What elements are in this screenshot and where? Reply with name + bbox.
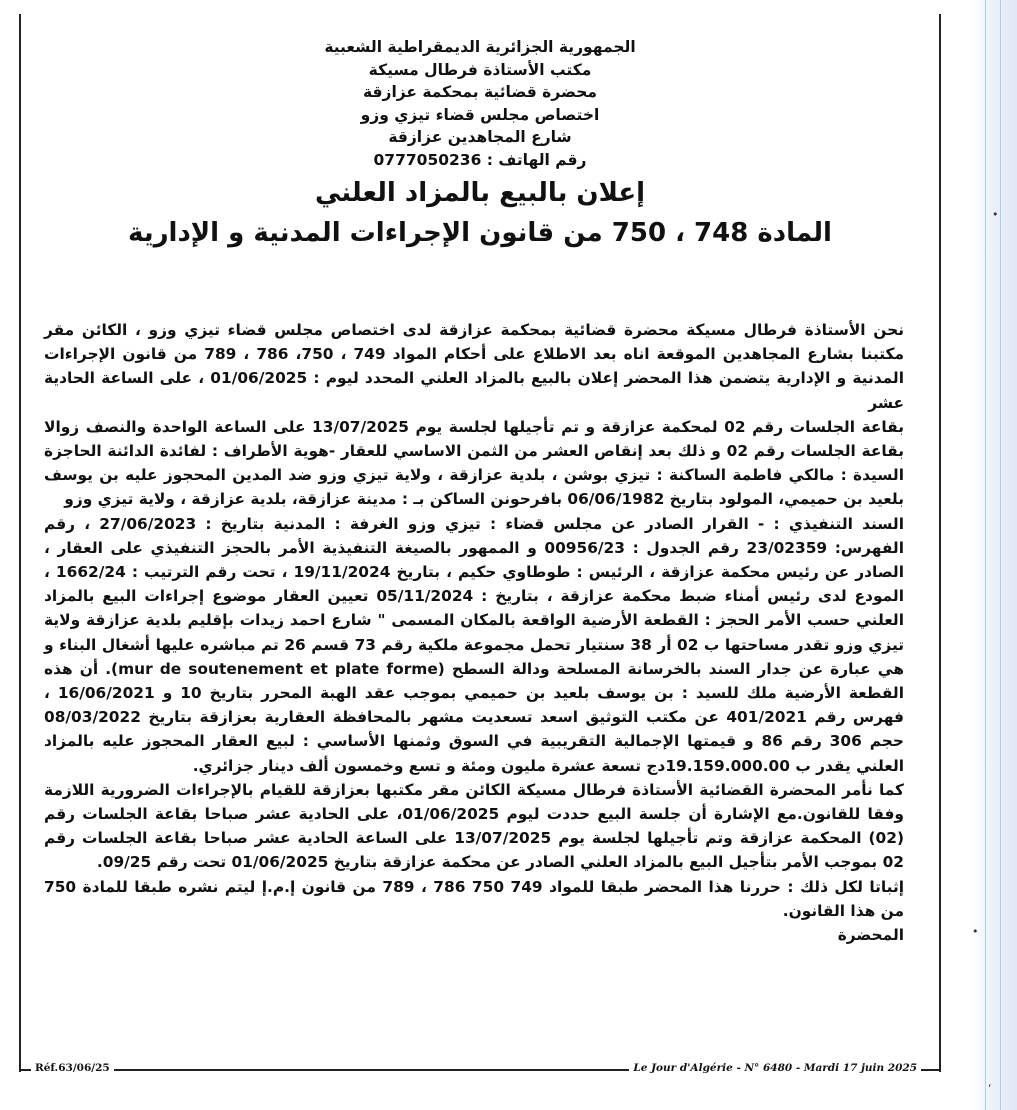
header-line: شارع المجاهدين عزازقة [388,128,572,146]
body-paragraph: السند التنفيذي : - القرار الصادر عن مجلس قضاء : تيزي وزو الغرفة : المدنية بتاريخ : 27/06/2023 ، رقم الفهرس: 23/02359 رقم الجدول : 00956/23 و الممهور بالصيغة التنفيذية الأمر بالحجز التنفيذي على العقار ، الصادر عن رئيس محكمة عزازقة ، الرئيس : طوطاوي حكيم ، بتاريخ 19/11/2024 ، تحت رقم الترتيب : 1662/24 ، المودع لدى رئيس أمناء ضبط محكمة عزازقة ، بتاريخ : 05/11/2024 تعيين العقار موضوع إجراءات البيع بالمزاد العلني حسب الأمر الحجز : القطعة الأرضية الواقعة بالمكان المسمى " شارع احمد زيدات بإقليم بلدية عزازقة ولاية تيزي وزو تقدر مساحتها ب 02 أر 38 سنتيار تحمل مجموعة ملكية رقم 73 قسم 26 تم مباشره عليها أشغال البناء و هي عبارة عن جدار السند بالخرسانة المسلحة ودالة السطح (mur de soutenement et plate forme). أن هذه القطعة الأرضية ملك للسيد : بن يوسف بلعيد بن حميمي بموجب عقد الهبة المحرر بتاريخ 10 و 16/06/2021 ، فهرس رقم 401/2021 عن مكتب التوثيق اسعد تسعديت مشهر بالمحافظة العقارية بعزازقة بتاريخ 08/03/2022 حجم 306 رقم 86 و قيمتها الإجمالية التقريبية في السوق وثمنها الأساسي : لبيع العقار المحجوز عليه بالمزاد العلني يقدر ب 19.159.000.00دج تسعة عشرة مليون ومئة و تسع وخمسون ألف دينار جزائري. [44,514,905,775]
scan-dot: • [972,925,979,938]
body-paragraph: نحن الأستاذة فرطال مسيكة محضرة قضائية بمحكمة عزازقة لدى اختصاص مجلس قضاء تيزي وزو ، الكائن مقر مكتبنا بشارع المجاهدين الموقعة اناه بعد الاطلاع على أحكام المواد 749 ، 750، 786 ، 789 من قانون الإجراءات المدنية و الإدارية يتضمن هذا المحضر إعلان بالبيع بالمزاد العلني المحدد ليوم : 01/06/2025 ، على الساعة الحادية عشر [44,321,904,412]
header-line: محضرة قضائية بمحكمة عزازقة [362,83,597,101]
scan-edge [971,0,1017,1110]
scan-dot: , [988,1076,992,1089]
reference-number: Réf.63/06/25 [31,1062,114,1074]
notice-header [40,36,920,253]
notice-subtitle: المادة 748 ، 750 من قانون الإجراءات المدنية و الإدارية [128,218,832,248]
publication-info: Le Jour d'Algérie - N° 6480 - Mardi 17 juin 2025 [629,1062,921,1074]
header-line: مكتب الأستاذة فرطال مسيكة [368,60,592,79]
header-line: اختصاص مجلس قضاء تيزي وزو [360,105,600,124]
scan-line [1000,0,1001,1110]
scan-dot: • [992,208,999,221]
notice-title: إعلان بالبيع بالمزاد العلني [314,178,646,208]
header-line: رقم الهاتف : 0777050236 [373,150,587,169]
header-line: الجمهورية الجزائرية الديمقراطية الشعبية [324,38,636,56]
body-paragraph: إثباتا لكل ذلك : حررنا هذا المحضر طبقا للمواد 749 750 786 ، 789 من قانون إ.م.إ ليتم نشره طبقا للمادة 750 من هذا القانون. [44,877,905,920]
body-paragraph: كما نأمر المحضرة القضائية الأستاذة فرطال مسيكة الكائن مقر مكتبها بعزازقة للقيام بالإجراءات الضرورية اللازمة وفقا للقانون.مع الإشارة أن جلسة البيع حددت ليوم 01/06/2025، على الحادية عشر صباحا بقاعة الجلسات رقم (02) المحكمة عزازقة وتم تأجيلها لجلسة يوم 13/07/2025 على الساعة الحادية عشر صباحا بقاعة الجلسات رقم 02 بموجب الأمر بتأجيل البيع بالمزاد العلني الصادر عن محكمة عزازقة بتاريخ 01/06/2025 تحت رقم 09/25. [44,780,904,872]
signature-label: المحضرة [837,926,904,945]
scan-line [985,0,986,1110]
body-paragraph: بقاعة الجلسات رقم 02 لمحكمة عزازقة و تم تأجيلها لجلسة يوم 13/07/2025 على الساعة الواحدة والنصف زوالا بقاعة الجلسات رقم 02 و ذلك بعد إنقاص العشر من الثمن الاساسي للعقار -هوية الأطراف : لفائدة الدائنة الحاجزة السيدة : مالكي فاطمة الساكنة : تيزي بوشن ، بلدية عزازقة ، ولاية تيزي وزو ضد المدين المحجوز عليه بن يوسف بلعيد بن حميمي، المولود بتاريخ 06/06/1982 بافرحونن الساكن بـ : مدينة عزازقة، بلدية عزازقة ، ولاية تيزي وزو [44,417,905,509]
page-footer [19,1062,941,1078]
notice-body [44,318,904,947]
